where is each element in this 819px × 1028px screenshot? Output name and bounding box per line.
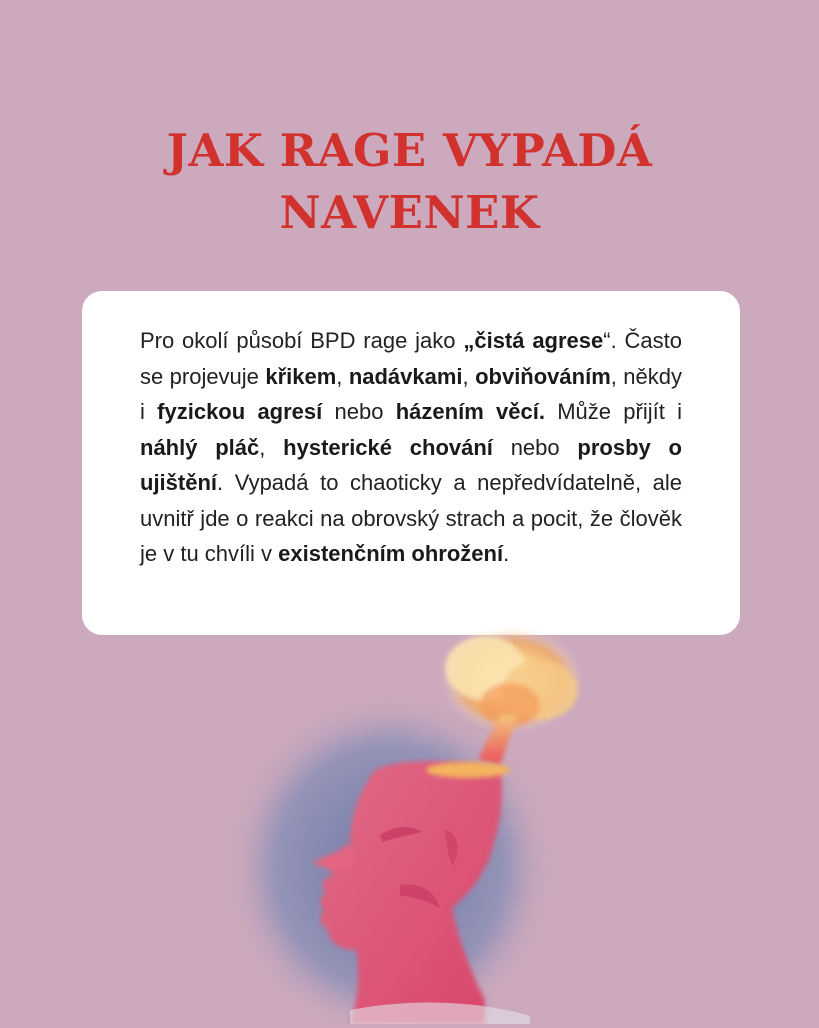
body-text: Pro okolí působí BPD rage jako	[140, 328, 464, 353]
shoulder-shape	[350, 1002, 530, 1024]
exploding-head-icon	[200, 620, 640, 1024]
page-title	[0, 120, 819, 244]
emphasized-text: náhlý pláč	[140, 434, 260, 460]
body-text: nebo	[492, 434, 578, 460]
emphasized-text: „čistá agrese	[463, 328, 604, 353]
emphasized-text: házením věcí.	[395, 399, 545, 424]
title-line-1: JAK RAGE VYPADÁ	[166, 124, 653, 177]
emphasized-text: křikem	[265, 363, 337, 389]
emphasized-text: nadávkami	[348, 363, 463, 389]
card-paragraph	[140, 323, 682, 572]
emphasized-text: fyzickou agresí	[157, 399, 323, 424]
body-text: ,	[336, 363, 349, 389]
body-text: Může přijít i	[544, 399, 682, 424]
body-text: , někdy i	[140, 363, 682, 424]
exploding-head-illustration	[200, 620, 640, 1024]
text-card	[82, 291, 740, 635]
title-line-2: NAVENEK	[279, 186, 540, 239]
body-text: . Vypadá to chaoticky a nepředvídatelně, ale uvnitř jde o reakci na obrovský strach a pocit, že člověk je v tu chvíli v	[140, 470, 682, 566]
head-opening	[426, 762, 510, 778]
body-text: .	[503, 541, 510, 566]
body-text: nebo	[322, 399, 396, 424]
emphasized-text: obviňováním	[475, 363, 611, 389]
emphasized-text: prosby o ujištění	[140, 434, 682, 495]
emphasized-text: existenčním ohrožení	[278, 541, 504, 566]
body-text: “. Často se projevuje	[140, 328, 682, 389]
body-text: ,	[259, 434, 284, 460]
body-text: ,	[462, 363, 476, 389]
emphasized-text: hysterické chování	[283, 434, 493, 460]
